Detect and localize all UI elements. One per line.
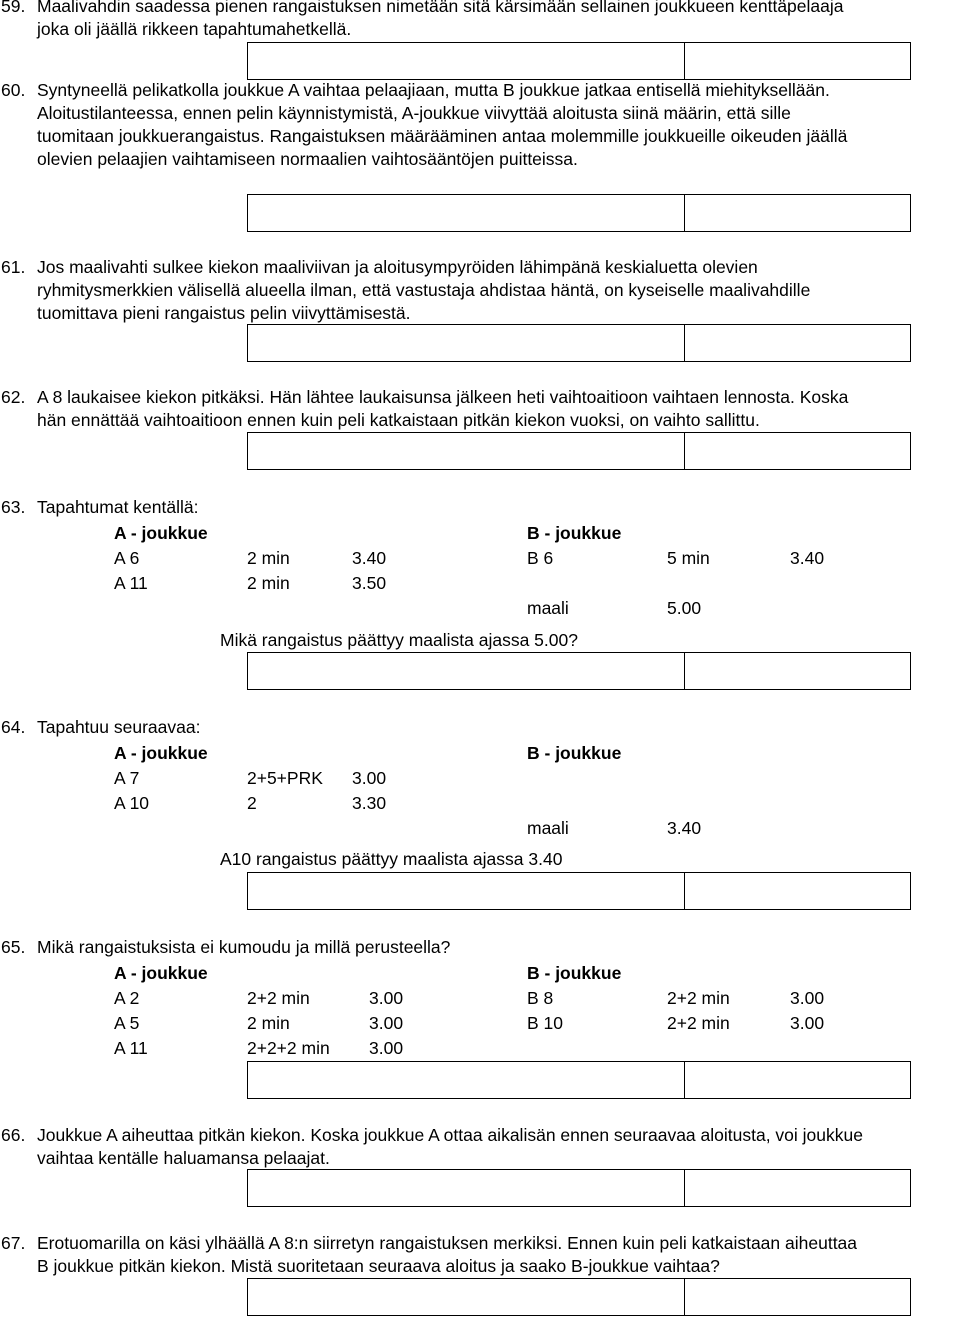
question-61	[0, 256, 960, 325]
question-number: 65.	[1, 937, 26, 957]
question-text	[0, 0, 960, 41]
text-line: hän ennättää vaihtoaitioon ennen kuin peli katkaistaan pitkän kiekon vuoksi, on vaihto sallittu.	[37, 410, 760, 430]
a-player: A 6	[114, 548, 140, 568]
team-a-header: A - joukkue	[114, 963, 208, 983]
a-player: A 5	[114, 1013, 140, 1033]
text-line: A 8 laukaisee kiekon pitkäksi. Hän lähtee laukaisunsa jälkeen heti vaihtoaitioon vaihtaen lennosta. Koska	[37, 387, 849, 407]
text-line: Maalivahdin saadessa pienen rangaistuksen nimetään sitä kärsimään sellainen joukkueen kenttäpelaaja	[37, 0, 844, 16]
a-time: 3.30	[352, 793, 387, 813]
text-line: Tapahtuu seuraavaa:	[37, 717, 201, 737]
question-text	[0, 386, 960, 432]
a-time: 3.00	[369, 1013, 404, 1033]
question-number: 61.	[1, 257, 26, 277]
text-line: Mikä rangaistuksista ei kumoudu ja millä perusteella?	[37, 937, 451, 957]
answer-cell-side[interactable]	[685, 433, 910, 469]
answer-cell-main[interactable]	[248, 433, 685, 469]
text-line: Aloitustilanteessa, ennen pelin käynnistymistä, A-joukkue viivyttää aloitusta siinä määrin, että sille	[37, 103, 791, 123]
question-66	[0, 1124, 960, 1170]
a-player: A 7	[114, 768, 140, 788]
question-63	[0, 496, 960, 519]
team-b-header: B - joukkue	[527, 743, 622, 763]
b-penalty: 2+2 min	[667, 988, 730, 1008]
answer-cell-main[interactable]	[248, 195, 685, 231]
a-player: A 11	[114, 1038, 148, 1058]
question-number: 59.	[1, 0, 26, 16]
a-player: A 2	[114, 988, 140, 1008]
a-time: 3.50	[352, 573, 387, 593]
a-player: A 11	[114, 573, 148, 593]
question-62	[0, 386, 960, 432]
question-text	[0, 1124, 960, 1170]
a-time: 3.00	[369, 1038, 404, 1058]
answer-cell-main[interactable]	[248, 873, 685, 909]
question-number: 67.	[1, 1233, 26, 1253]
answer-box-67[interactable]	[247, 1278, 911, 1316]
question-60	[0, 79, 960, 171]
text-line: Joukkue A aiheuttaa pitkän kiekon. Koska joukkue A ottaa aikalisän ennen seuraavaa aloitusta, voi joukkue	[37, 1125, 863, 1145]
answer-cell-side[interactable]	[685, 1062, 910, 1098]
text-line: joka oli jäällä rikkeen tapahtumahetkellä.	[37, 19, 352, 39]
question-text	[0, 716, 960, 739]
question-text	[0, 79, 960, 171]
answer-box-66[interactable]	[247, 1169, 911, 1207]
answer-box-63[interactable]	[247, 652, 911, 690]
answer-cell-main[interactable]	[248, 1279, 685, 1315]
b-penalty: 5 min	[667, 548, 710, 568]
b-time: 3.00	[790, 1013, 825, 1033]
goal-time: 3.40	[667, 818, 702, 838]
answer-box-61[interactable]	[247, 324, 911, 362]
b-penalty: 2+2 min	[667, 1013, 730, 1033]
text-line: B joukkue pitkän kiekon. Mistä suoritetaan seuraava aloitus ja saako B-joukkue vaihtaa?	[37, 1256, 720, 1276]
answer-cell-side[interactable]	[685, 873, 910, 909]
answer-cell-main[interactable]	[248, 325, 685, 361]
b-player: B 10	[527, 1013, 563, 1033]
text-line: tuomitaan joukkuerangaistus. Rangaistuksen määrääminen antaa molemmille joukkueille oikeuden jäällä	[37, 126, 848, 146]
text-line: Jos maalivahti sulkee kiekon maaliviivan ja aloitusympyröiden lähimpänä keskialuetta olevien	[37, 257, 758, 277]
a-penalty: 2+2 min	[247, 988, 310, 1008]
answer-cell-main[interactable]	[248, 653, 685, 689]
team-b-header: B - joukkue	[527, 523, 622, 543]
question-text	[0, 256, 960, 325]
text-line: Syntyneellä pelikatkolla joukkue A vaihtaa pelaajiaan, mutta B joukkue jatkaa entisellä miehityksellään.	[37, 80, 830, 100]
text-line: Tapahtumat kentällä:	[37, 497, 199, 517]
goal-label: maali	[527, 818, 569, 838]
text-line: olevien pelaajien vaihtamiseen normaalien vaihtosääntöjen puitteissa.	[37, 149, 578, 169]
question-text	[0, 936, 960, 959]
answer-cell-side[interactable]	[685, 653, 910, 689]
question-59	[0, 0, 960, 41]
question-text	[0, 1232, 960, 1278]
answer-cell-main[interactable]	[248, 43, 685, 79]
b-time: 3.00	[790, 988, 825, 1008]
answer-box-60[interactable]	[247, 194, 911, 232]
sub-question-text: A10 rangaistus päättyy maalista ajassa 3.40	[220, 849, 563, 869]
question-number: 66.	[1, 1125, 26, 1145]
team-a-header: A - joukkue	[114, 523, 208, 543]
goal-time: 5.00	[667, 598, 702, 618]
answer-cell-side[interactable]	[685, 195, 910, 231]
question-64	[0, 716, 960, 739]
a-player: A 10	[114, 793, 150, 813]
answer-box-65[interactable]	[247, 1061, 911, 1099]
a-time: 3.00	[369, 988, 404, 1008]
sub-question-text: Mikä rangaistus päättyy maalista ajassa 5.00?	[220, 630, 578, 650]
question-text	[0, 496, 960, 519]
answer-box-64[interactable]	[247, 872, 911, 910]
answer-cell-main[interactable]	[248, 1170, 685, 1206]
question-number: 63.	[1, 497, 26, 517]
a-penalty: 2 min	[247, 573, 290, 593]
answer-cell-side[interactable]	[685, 325, 910, 361]
text-line: vaihtaa kentälle haluamansa pelaajat.	[37, 1148, 330, 1168]
question-number: 62.	[1, 387, 26, 407]
answer-cell-side[interactable]	[685, 1279, 910, 1315]
question-number: 60.	[1, 80, 26, 100]
answer-box-62[interactable]	[247, 432, 911, 470]
a-penalty: 2+5+PRK	[247, 768, 323, 788]
a-penalty: 2	[247, 793, 257, 813]
answer-cell-main[interactable]	[248, 1062, 685, 1098]
question-67	[0, 1232, 960, 1278]
a-penalty: 2 min	[247, 548, 290, 568]
a-time: 3.00	[352, 768, 387, 788]
b-player: B 6	[527, 548, 554, 568]
a-penalty: 2 min	[247, 1013, 290, 1033]
a-time: 3.40	[352, 548, 387, 568]
a-penalty: 2+2+2 min	[247, 1038, 330, 1058]
team-a-header: A - joukkue	[114, 743, 208, 763]
answer-box-59[interactable]	[247, 42, 911, 80]
b-player: B 8	[527, 988, 554, 1008]
question-65	[0, 936, 960, 959]
text-line: tuomittava pieni rangaistus pelin viivyttämisestä.	[37, 303, 411, 323]
b-time: 3.40	[790, 548, 825, 568]
answer-cell-side[interactable]	[685, 1170, 910, 1206]
goal-label: maali	[527, 598, 569, 618]
text-line: Erotuomarilla on käsi ylhäällä A 8:n siirretyn rangaistuksen merkiksi. Ennen kuin peli katkaistaan aiheuttaa	[37, 1233, 858, 1253]
team-b-header: B - joukkue	[527, 963, 622, 983]
question-number: 64.	[1, 717, 26, 737]
text-line: ryhmitysmerkkien välisellä alueella ilman, että vastustaja ahdistaa häntä, on kyseiselle maalivahdille	[37, 280, 811, 300]
answer-cell-side[interactable]	[685, 43, 910, 79]
